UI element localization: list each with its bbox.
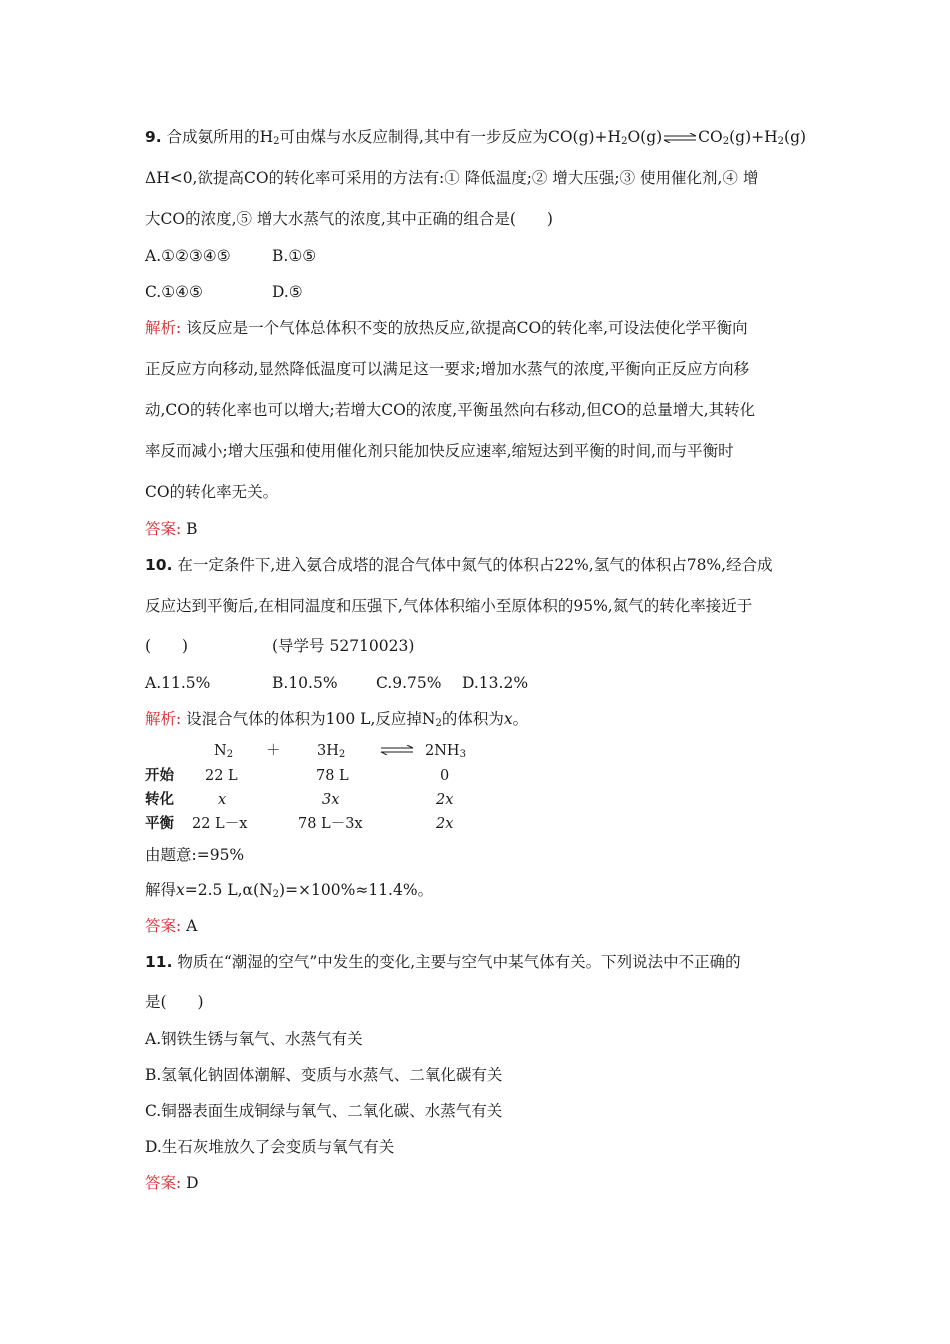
table-cell: 0 (440, 768, 450, 784)
table-row-label-equilibrium: 平衡 (145, 816, 174, 832)
q10-analysis-text-b: 的体积为 (441, 710, 504, 728)
q10-option-b: B.10.5% (272, 674, 338, 692)
q10-solution-text-b: =2.5 L,α(N (184, 881, 273, 899)
q9-answer-value: B (186, 520, 198, 538)
q11-option-d: D.生石灰堆放久了会变质与氧气有关 (145, 1138, 395, 1156)
q10-analysis-text-a: 设混合气体的体积为100 L,反应掉N (186, 710, 436, 728)
q9-text-b: 可由煤与水反应制得,其中有一步反应为CO(g)+H (279, 128, 622, 146)
subscript: 2 (272, 889, 280, 900)
q11-line-1 (145, 952, 741, 972)
subscript: 2 (435, 718, 442, 729)
q9-option-a: A.①②③④⑤ (145, 247, 231, 265)
q9-analysis-line-2: 正反应方向移动,显然降低温度可以满足这一要求;增加水蒸气的浓度,平衡向正反应方向移 (145, 360, 750, 378)
q11-text: 物质在“潮湿的空气”中发生的变化,主要与空气中某气体有关。下列说法中不正确的 (177, 953, 741, 971)
q11-option-c: C.铜器表面生成铜绿与氧气、二氧化碳、水蒸气有关 (145, 1102, 503, 1120)
q9-text-d: CO (698, 128, 723, 146)
table-cell: 3x (322, 792, 340, 808)
q10-answer (145, 916, 197, 936)
q10-answer-value: A (186, 917, 198, 935)
subscript: 2 (777, 136, 785, 147)
q10-by-meaning: 由题意:=95% (145, 846, 245, 864)
q9-line-2: ΔH<0,欲提高CO的转化率可采用的方法有:① 降低温度;② 增大压强;③ 使用催化剂,④ 增 (145, 169, 759, 187)
q10-guide-number: (导学号 52710023) (272, 637, 415, 655)
q9-text-a: 合成氨所用的H (166, 128, 274, 146)
q10-text: 在一定条件下,进入氨合成塔的混合气体中氮气的体积占22%,氢气的体积占78%,经合成 (177, 556, 773, 574)
q9-text-f: (g) (784, 128, 807, 146)
q11-answer-label: 答案: (145, 1174, 182, 1192)
q10-line-1 (145, 555, 773, 575)
equilibrium-arrow-icon (380, 745, 414, 755)
q10-number: 10. (145, 556, 173, 574)
q9-text-e: (g)+H (729, 128, 778, 146)
q10-line-3 (145, 636, 188, 656)
subscript: 2 (273, 136, 280, 147)
q10-line-2: 反应达到平衡后,在相同温度和压强下,气体体积缩小至原体积的95%,氮气的转化率接近于 (145, 597, 753, 615)
subscript: 2 (621, 136, 628, 147)
q10-option-a: A.11.5% (145, 674, 211, 692)
q10-option-c: C.9.75% (376, 674, 442, 692)
q9-number: 9. (145, 128, 162, 146)
table-cell: 22 L－x (192, 816, 248, 832)
q10-solution (145, 880, 433, 900)
q9-option-c: C.①④⑤ (145, 283, 203, 301)
table-cell: x (218, 792, 227, 808)
q9-option-d: D.⑤ (272, 283, 303, 301)
table-cell: 78 L－3x (298, 816, 363, 832)
q9-analysis-line-5: CO的转化率无关。 (145, 483, 279, 501)
q9-text-c: O(g) (627, 128, 663, 146)
q11-option-b: B.氢氧化钠固体潮解、变质与水蒸气、二氧化碳有关 (145, 1066, 503, 1084)
equilibrium-arrow-icon (663, 133, 697, 143)
q9-analysis-line-4: 率反而减小;增大压强和使用催化剂只能加快反应速率,缩短达到平衡的时间,而与平衡时 (145, 442, 734, 460)
q9-line-1 (145, 127, 806, 147)
q10-option-d: D.13.2% (462, 674, 529, 692)
q9-answer (145, 519, 198, 539)
q10-analysis-var: x (503, 710, 513, 728)
table-row-label-start: 开始 (145, 768, 174, 784)
q10-answer-blank: ( ) (145, 637, 189, 655)
q11-number: 11. (145, 953, 173, 971)
table-header-plus: ＋ (266, 743, 281, 759)
table-cell: 2x (436, 816, 454, 832)
q10-solution-text-a: 解得 (145, 881, 177, 899)
q9-answer-label: 答案: (145, 520, 182, 538)
table-cell: 78 L (316, 768, 349, 784)
table-header-h2: $3H_2$ (317, 743, 346, 760)
q10-analysis-line-1 (145, 709, 528, 729)
q9-analysis-line-1 (145, 318, 748, 338)
q11-line-2: 是( ) (145, 993, 204, 1011)
table-row-label-change: 转化 (145, 792, 174, 808)
table-header-n2: $N_2$ (214, 743, 234, 760)
q9-analysis-line-3: 动,CO的转化率也可以增大;若增大CO的浓度,平衡虽然向右移动,但CO的总量增大,其转化 (145, 401, 756, 419)
q11-answer (145, 1173, 199, 1193)
q11-option-a: A.钢铁生锈与氧气、水蒸气有关 (145, 1030, 363, 1048)
q9-analysis-label: 解析: (145, 319, 182, 337)
q10-solution-text-c: )=×100%≈11.4%。 (279, 881, 434, 899)
q10-answer-label: 答案: (145, 917, 182, 935)
table-header-nh3: $2NH_3$ (425, 743, 466, 760)
table-cell: 22 L (205, 768, 238, 784)
q10-analysis-label: 解析: (145, 710, 182, 728)
q9-line-3: 大CO的浓度,⑤ 增大水蒸气的浓度,其中正确的组合是( ) (145, 210, 553, 228)
q10-analysis-text-c: 。 (512, 710, 529, 728)
subscript: 2 (722, 136, 730, 147)
table-cell: 2x (436, 792, 454, 808)
q10-solution-var: x (176, 881, 185, 899)
q11-answer-value: D (186, 1174, 199, 1192)
q9-option-b: B.①⑤ (272, 247, 317, 265)
q9-analysis-text: 该反应是一个气体总体积不变的放热反应,欲提高CO的转化率,可设法使化学平衡向 (186, 319, 748, 337)
